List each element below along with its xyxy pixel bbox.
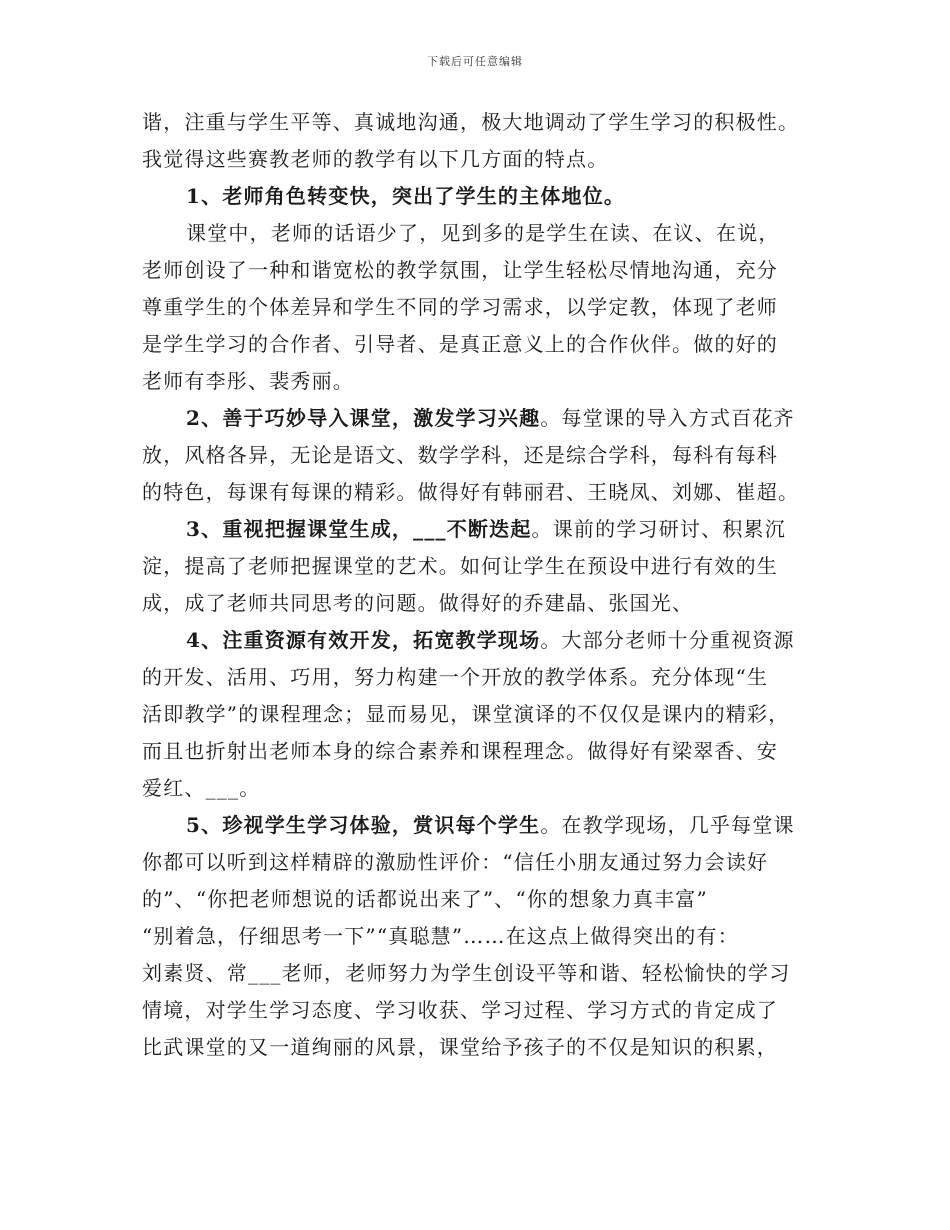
body-text: 放，风格各异，无论是语文、数学学科，还是综合学科，每科有每科 <box>142 443 778 467</box>
text-line <box>142 807 818 844</box>
text-line <box>142 881 818 918</box>
text-line <box>142 844 818 881</box>
text-line <box>142 659 818 696</box>
body-text: 老师创设了一种和谐宽松的教学氛围，让学生轻松尽情地沟通，充分 <box>142 258 778 282</box>
text-line <box>142 1029 818 1066</box>
body-text: 。大部分老师十分重视资源 <box>540 628 795 652</box>
body-text: 活即教学”的课程理念；显而易见，课堂演译的不仅仅是课内的精彩， <box>142 702 790 726</box>
paragraph <box>142 622 818 807</box>
text-line <box>142 992 818 1029</box>
text-line <box>142 141 818 178</box>
text-line <box>142 326 818 363</box>
body-text: 情境，对学生学习态度、学习收获、学习过程、学习方式的肯定成了 <box>142 998 778 1022</box>
body-text: 而且也折射出老师本身的综合素养和课程理念。做得好有梁翠香、安 <box>142 739 778 763</box>
text-line <box>142 918 818 955</box>
text-line <box>142 104 818 141</box>
heading-text: 1、老师角色转变快，突出了学生的主体地位。 <box>186 184 626 208</box>
body-text: 是学生学习的合作者、引导者、是真正意义上的合作伙伴。做的好的 <box>142 332 778 356</box>
body-text: 的开发、活用、巧用，努力构建一个开放的教学体系。充分体现“生 <box>142 665 769 689</box>
heading-text: 3、重视把握课堂生成，___不断迭起 <box>186 517 532 541</box>
body-text: 的特色，每课有每课的精彩。做得好有韩丽君、王晓凤、刘娜、崔超。 <box>142 480 800 504</box>
body-text: 爱红、___。 <box>142 776 261 800</box>
body-text: 我觉得这些赛教老师的教学有以下几方面的特点。 <box>142 147 609 171</box>
body-text: 比武课堂的又一道绚丽的风景，课堂给予孩子的不仅是知识的积累， <box>142 1035 778 1059</box>
page-header: 下载后可任意编辑 <box>427 55 523 68</box>
text-line <box>142 474 818 511</box>
text-line <box>142 955 818 992</box>
text-line <box>142 585 818 622</box>
heading-text: 2、善于巧妙导入课堂，激发学习兴趣 <box>186 406 541 430</box>
text-line <box>142 511 818 548</box>
body-text: 谐，注重与学生平等、真诚地沟通，极大地调动了学生学习的积极性。 <box>142 110 800 134</box>
body-text: 的”、“你把老师想说的话都说出来了”、“你的想象力真丰富” <box>142 887 708 911</box>
paragraph <box>142 400 818 511</box>
text-line <box>142 548 818 585</box>
text-line <box>142 733 818 770</box>
text-line <box>142 252 818 289</box>
paragraph <box>142 104 818 178</box>
text-line <box>142 178 818 215</box>
text-line <box>142 437 818 474</box>
document-body <box>142 104 818 1066</box>
body-text: 成，成了老师共同思考的问题。做得好的乔建晶、张国光、 <box>142 591 694 615</box>
text-line <box>142 215 818 252</box>
paragraph <box>142 178 818 215</box>
body-text: 老师有李彤、裴秀丽。 <box>142 369 354 393</box>
text-line <box>142 400 818 437</box>
text-line <box>142 696 818 733</box>
body-text: 你都可以听到这样精辟的激励性评价：“信任小朋友通过努力会读好 <box>142 850 769 874</box>
text-line <box>142 289 818 326</box>
body-text: 尊重学生的个体差异和学生不同的学习需求，以学定教，体现了老师 <box>142 295 778 319</box>
paragraph <box>142 511 818 622</box>
body-text: “别着急，仔细思考一下”“真聪慧”……在这点上做得突出的有： <box>142 924 739 948</box>
text-line <box>142 363 818 400</box>
text-line <box>142 770 818 807</box>
body-text: 淀，提高了老师把握课堂的艺术。如何让学生在预设中进行有效的生 <box>142 554 778 578</box>
body-text: 。在教学现场，几乎每堂课 <box>540 813 795 837</box>
text-line <box>142 622 818 659</box>
body-text: 课堂中，老师的话语少了，见到多的是学生在读、在议、在说， <box>186 221 780 245</box>
body-text: 。每堂课的导入方式百花齐 <box>540 406 795 430</box>
heading-text: 4、注重资源有效开发，拓宽教学现场 <box>186 628 541 652</box>
paragraph <box>142 807 818 1066</box>
body-text: 刘素贤、常___老师，老师努力为学生创设平等和谐、轻松愉快的学习 <box>142 961 791 985</box>
paragraph <box>142 215 818 400</box>
body-text: 。课前的学习研讨、积累沉 <box>531 517 786 541</box>
heading-text: 5、珍视学生学习体验，赏识每个学生 <box>186 813 541 837</box>
